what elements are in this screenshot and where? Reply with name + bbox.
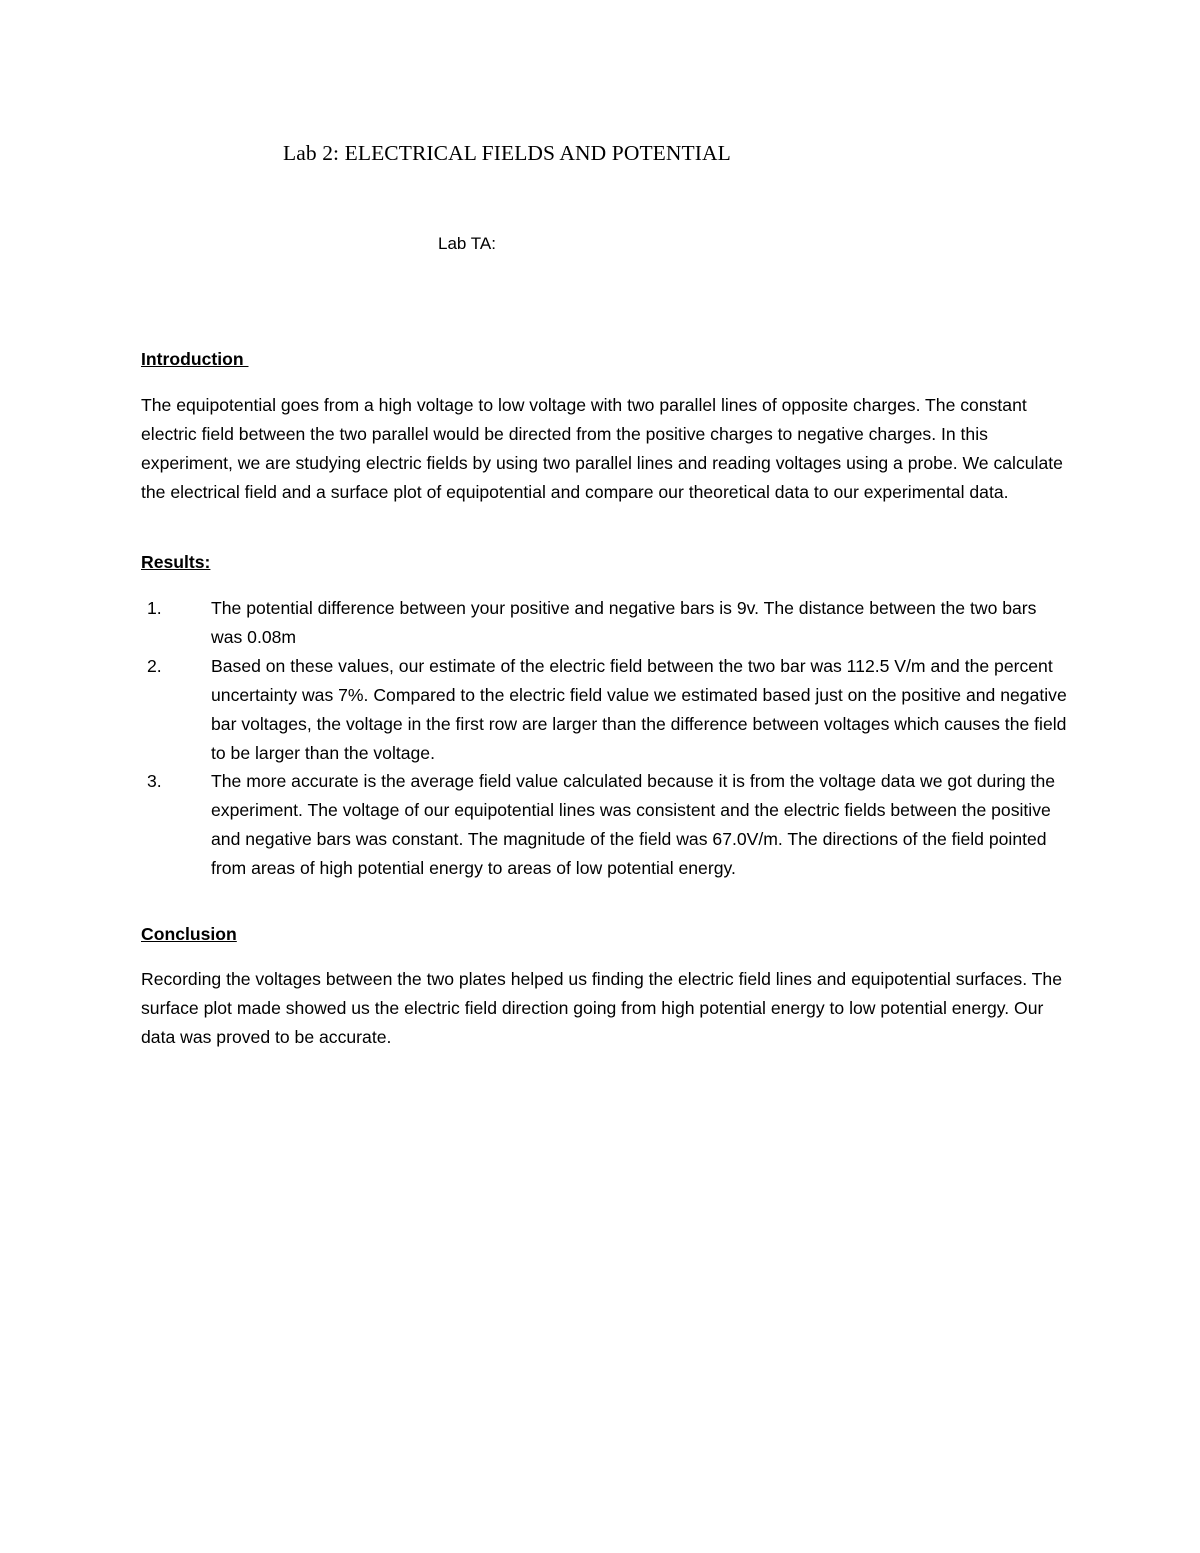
introduction-heading: Introduction bbox=[141, 349, 249, 369]
results-heading: Results: bbox=[141, 552, 211, 572]
lab-ta-label: Lab TA: bbox=[438, 234, 496, 253]
conclusion-paragraph: Recording the voltages between the two plates helped us finding the electric field lines and equipotential surfaces. The surface plot made showed us the electric field direction going from high potential energy to low potential energy. Our data was proved to be accurate. bbox=[141, 969, 1063, 1047]
results-list-item bbox=[141, 767, 1071, 883]
introduction-paragraph: The equipotential goes from a high voltage to low voltage with two parallel lines of opposite charges. The constant electric field between the two parallel would be directed from the positive charges to negative charges. In this experiment, we are studying electric fields by using two parallel lines and reading voltages using a probe. We calculate the electrical field and a surface plot of equipotential and compare our theoretical data to our experimental data. bbox=[141, 395, 1063, 502]
document-title: Lab 2: ELECTRICAL FIELDS AND POTENTIAL bbox=[283, 141, 731, 165]
list-item-text: The more accurate is the average field value calculated because it is from the voltage data we got during the experiment. The voltage of our equipotential lines was consistent and the electric fields between the positive and negative bars was constant. The magnitude of the field was 67.0V/m. The directions of the field pointed from areas of high potential energy to areas of low potential energy. bbox=[211, 771, 1056, 879]
results-list-item bbox=[141, 652, 1071, 768]
list-item-text: Based on these values, our estimate of the electric field between the two bar was 112.5 V/m and the percent uncertainty was 7%. Compared to the electric field value we estimated based just on the positive and negative bar voltages, the voltage in the first row are larger than the difference between voltages which causes the field to be larger than the voltage. bbox=[211, 655, 1067, 763]
results-list-item bbox=[141, 594, 1071, 652]
list-item-number: 1. bbox=[147, 598, 162, 618]
list-item-number: 3. bbox=[147, 771, 162, 792]
list-item-text: The potential difference between your positive and negative bars is 9v. The distance between the two bars was 0.08m bbox=[211, 598, 1037, 647]
conclusion-heading: Conclusion bbox=[141, 924, 237, 944]
list-item-number: 2. bbox=[147, 655, 162, 676]
results-list bbox=[141, 594, 1071, 883]
